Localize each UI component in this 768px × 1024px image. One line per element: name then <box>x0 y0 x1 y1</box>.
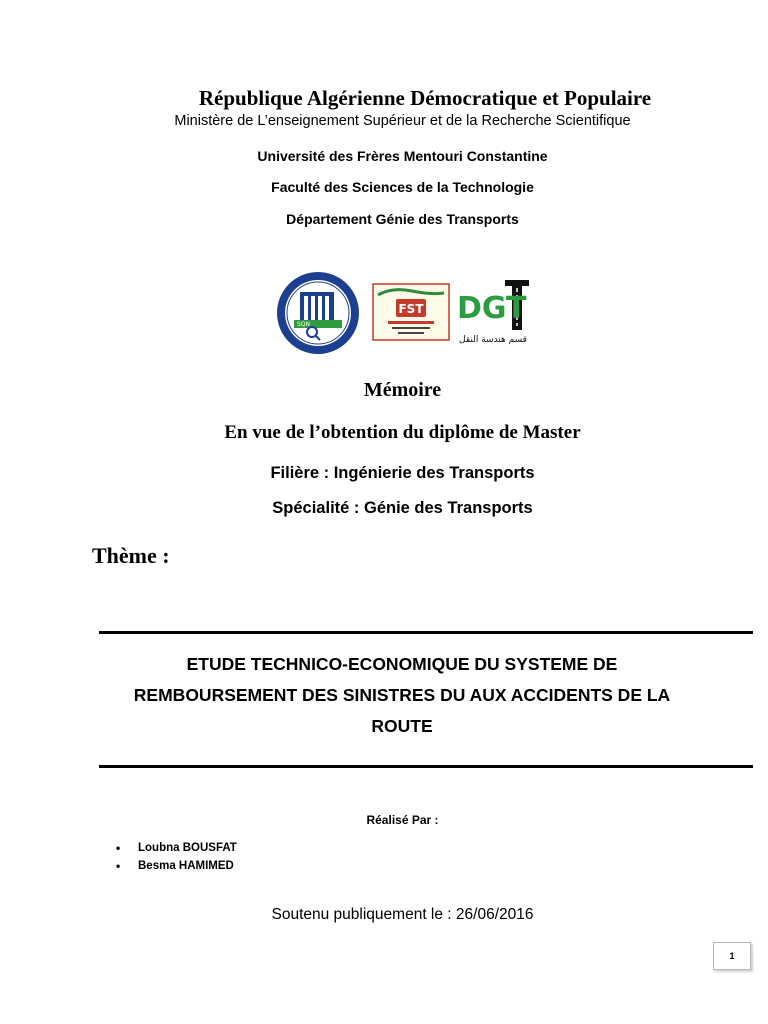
dgt-mark: DGT <box>457 291 527 326</box>
thesis-title-line: REMBOURSEMENT DES SINISTRES DU AUX ACCIDENTS DE LA <box>133 685 671 705</box>
thesis-title-line: ETUDE TECHNICO-ECONOMIQUE DU SYSTEME DE <box>186 654 618 674</box>
page-number-value: 1 <box>729 951 735 961</box>
theme-label: Thème : <box>92 543 170 568</box>
author-name: Besma HAMIMED <box>138 860 234 872</box>
authors-list <box>116 839 237 875</box>
university-line: Université des Frères Mentouri Constantine <box>257 148 548 164</box>
diploma-purpose: En vue de l’obtention du diplôme de Master <box>224 422 581 443</box>
faculty-logo <box>372 283 450 341</box>
memoire-heading: Mémoire <box>363 379 442 401</box>
seal-text: SQN <box>297 321 311 328</box>
thesis-title <box>102 649 702 742</box>
republic-heading: République Algérienne Démocratique et Populaire <box>198 86 652 110</box>
bullet-icon: • <box>116 859 121 873</box>
defense-date-line: Soutenu publiquement le : 26/06/2016 <box>271 906 534 923</box>
specialite-line: Spécialité : Génie des Transports <box>272 499 533 517</box>
authors-label: Réalisé Par : <box>366 813 439 827</box>
thesis-title-line: ROUTE <box>371 716 433 736</box>
author-name: Loubna BOUSFAT <box>138 842 237 854</box>
list-item <box>116 857 237 875</box>
title-top-rule <box>99 631 753 634</box>
bullet-icon: • <box>116 841 121 855</box>
dgt-arabic-caption: قسم هندسة النقل <box>459 335 527 345</box>
department-logo <box>455 278 531 346</box>
page-number <box>713 942 751 970</box>
title-bottom-rule <box>99 765 753 768</box>
department-line: Département Génie des Transports <box>286 211 519 227</box>
faculty-line: Faculté des Sciences de la Technologie <box>271 179 534 195</box>
fst-mark: FST <box>398 302 424 316</box>
university-seal-logo <box>276 270 360 356</box>
list-item <box>116 839 237 857</box>
filiere-line: Filière : Ingénierie des Transports <box>270 464 535 482</box>
ministry-line: Ministère de L’enseignement Supérieur et de la Recherche Scientifique <box>174 113 631 129</box>
